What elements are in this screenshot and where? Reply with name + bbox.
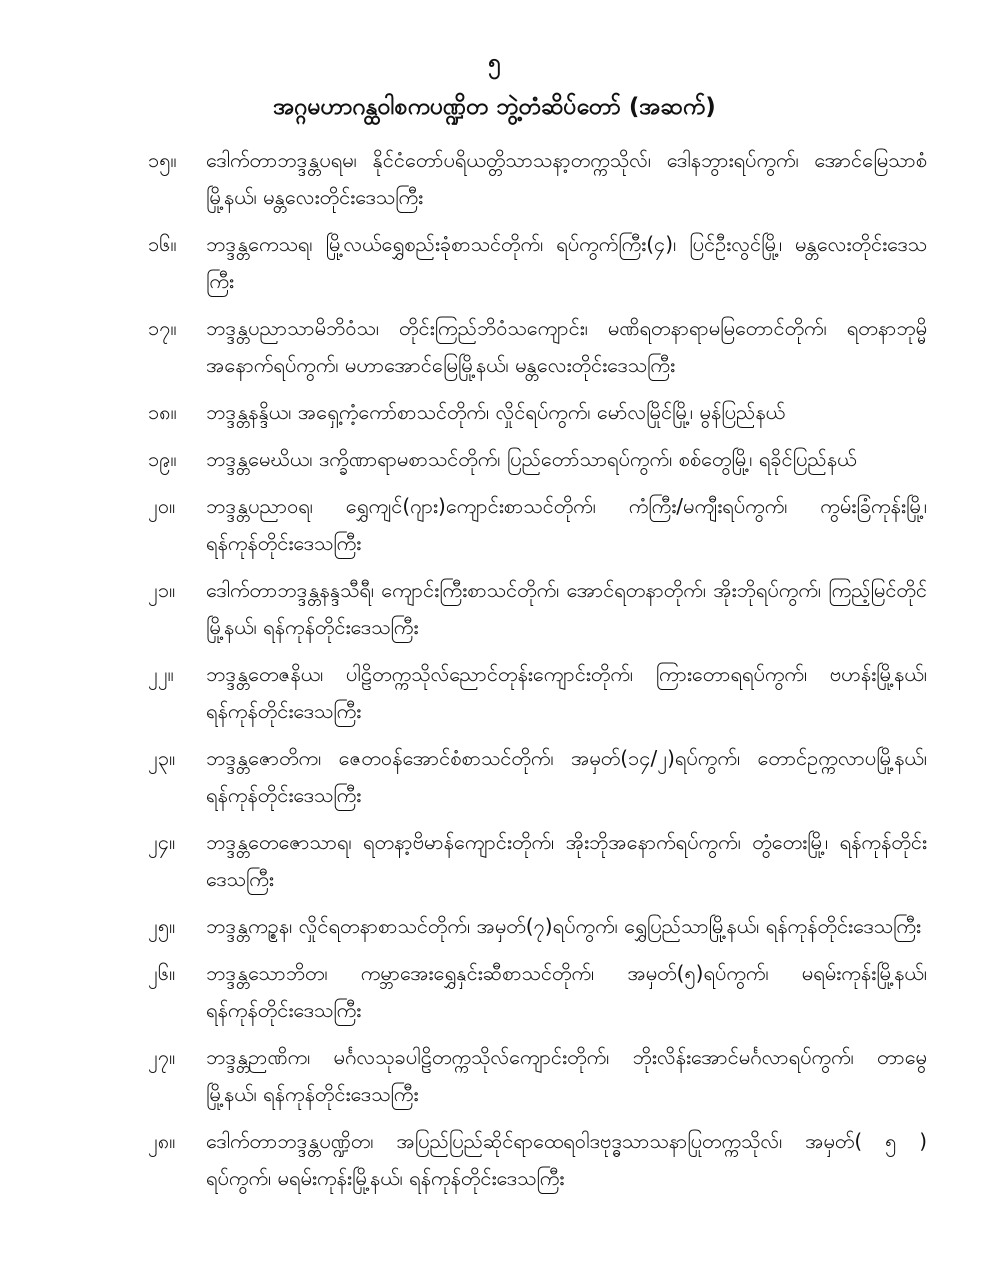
list-item [148, 908, 927, 945]
list-item [148, 441, 927, 478]
item-number: ၂၅။ [148, 914, 176, 938]
item-text: ဘဒ္ဒန္တတေဇနိယ၊ ပါဠိတက္ကသိုလ်ညောင်တုန်းကျောင်းတိုက်၊ ကြားတောရရပ်ကွက်၊ ဗဟန်းမြို့နယ်၊ ရန်ကုန်တိုင်းဒေသကြီး [206, 662, 927, 723]
list-item [148, 142, 927, 216]
list-item [148, 394, 927, 431]
item-text: ဘဒ္ဒန္တပညာဝရ၊ ရွှေကျင်(ဂျား)ကျောင်းစာသင်တိုက်၊ ကံကြီး/မကျီးရပ်ကွက်၊ ကွမ်းခြံကုန်းမြို့၊ ရန်ကုန်တိုင်းဒေသကြီး [206, 494, 927, 555]
item-number: ၂၄။ [148, 830, 176, 854]
item-text: ဘဒ္ဒန္တကေသရ၊ မြို့လယ်ရွှေစည်းခုံစာသင်တိုက်၊ ရပ်ကွက်ကြီး(၄)၊ ပြင်ဦးလွင်မြို့၊ မန္တလေးတိုင်းဒေသကြီး [206, 232, 927, 293]
item-text: ဒေါက်တာဘဒ္ဒန္တပဏ္ဍိတ၊ အပြည်ပြည်ဆိုင်ရာထေရဝါဒဗုဒ္ဓသာသနာပြုတက္ကသိုလ်၊ အမှတ်( ၅ ) ရပ်ကွက်၊ မရမ်းကုန်းမြို့နယ်၊ ရန်ကုန်တိုင်းဒေသကြီး [206, 1129, 927, 1190]
item-number: ၂၇။ [148, 1045, 176, 1069]
item-text: ဘဒ္ဒန္တကဉ္စန၊ လှိုင်ရတနာစာသင်တိုက်၊ အမှတ်(၇)ရပ်ကွက်၊ ရွှေပြည်သာမြို့နယ်၊ ရန်ကုန်တိုင်းဒေသကြီး [206, 914, 921, 938]
list-item [148, 488, 927, 562]
item-number: ၁၇။ [148, 316, 177, 340]
list-item [148, 824, 927, 898]
item-text: ဘဒ္ဒန္တဉာဏိက၊ မင်္ဂလသုခပါဠိတက္ကသိုလ်ကျောင်းတိုက်၊ ဘိုးလိန်းအောင်မင်္ဂလာရပ်ကွက်၊ တာမွေမြို့နယ်၊ ရန်ကုန်တိုင်းဒေသကြီး [206, 1045, 927, 1106]
item-number: ၁၈။ [148, 400, 177, 424]
item-number: ၁၅။ [148, 148, 177, 172]
item-text: ဘဒ္ဒန္တပညာသာမိဘိဝံသ၊ တိုင်းကြည်ဘိဝံသကျောင်း၊ မဏိရတနာရာမမြတောင်တိုက်၊ ရတနာဘုမ္မိအနောက်ရပ်ကွက်၊ မဟာအောင်မြေမြို့နယ်၊ မန္တလေးတိုင်းဒေသကြီး [206, 316, 927, 377]
list-item [148, 656, 927, 730]
item-number: ၂၁။ [148, 578, 176, 602]
item-text: ဘဒ္ဒန္တတေဇောသာရ၊ ရတနာ့ဗိမာန်ကျောင်းတိုက်၊ အိုးဘိုအနောက်ရပ်ကွက်၊ တွံတေးမြို့၊ ရန်ကုန်တိုင်းဒေသကြီး [206, 830, 927, 891]
item-number: ၂၈။ [148, 1129, 176, 1153]
list-item [148, 1039, 927, 1113]
list-item [148, 572, 927, 646]
item-text: ဒေါက်တာဘဒ္ဒန္တနန္ဒသီရီ၊ ကျောင်းကြီးစာသင်တိုက်၊ အောင်ရတနာတိုက်၊ အိုးဘိုရပ်ကွက်၊ ကြည့်မြင်တိုင်မြို့နယ်၊ ရန်ကုန်တိုင်းဒေသကြီး [206, 578, 927, 639]
list-item [148, 955, 927, 1029]
item-number: ၂၀။ [148, 494, 176, 518]
list-item [148, 740, 927, 814]
item-number: ၂၂။ [148, 662, 174, 686]
item-number: ၁၉။ [148, 447, 177, 471]
list-item [148, 310, 927, 384]
item-text: ဘဒ္ဒန္တဇောတိက၊ ဇေတဝန်အောင်စံစာသင်တိုက်၊ အမှတ်(၁၄/၂)ရပ်ကွက်၊ တောင်ဥက္ကလာပမြို့နယ်၊ ရန်ကုန်တိုင်းဒေသကြီး [206, 746, 927, 807]
item-number: ၁၆။ [148, 232, 177, 256]
item-text: ဘဒ္ဒန္တမေဃိယ၊ ဒက္ခိဏာရာမစာသင်တိုက်၊ ပြည်တော်သာရပ်ကွက်၊ စစ်တွေမြို့၊ ရခိုင်ပြည်နယ် [206, 447, 857, 471]
item-number: ၂၃။ [148, 746, 176, 770]
award-recipient-list [0, 142, 989, 1197]
list-item [148, 1123, 927, 1197]
item-text: ဒေါက်တာဘဒ္ဒန္တပရမ၊ နိုင်ငံတော်ပရိယတ္တိသာသနာ့တက္ကသိုလ်၊ ဒေါနဘွားရပ်ကွက်၊ အောင်မြေသာစံမြို့နယ်၊ မန္တလေးတိုင်းဒေသကြီး [206, 148, 927, 209]
item-text: ဘဒ္ဒန္တနန္ဒိယ၊ အရှေ့ကံ့ကော်စာသင်တိုက်၊ လှိုင်ရပ်ကွက်၊ မော်လမြိုင်မြို့၊ မွန်ပြည်နယ် [206, 400, 786, 424]
item-number: ၂၆။ [148, 961, 176, 985]
item-text: ဘဒ္ဒန္တသောဘိတ၊ ကမ္ဘာအေးရွှေနှင်းဆီစာသင်တိုက်၊ အမှတ်(၅)ရပ်ကွက်၊ မရမ်းကုန်းမြို့နယ်၊ ရန်ကုန်တိုင်းဒေသကြီး [206, 961, 927, 1022]
document-title: အဂ္ဂမဟာဂန္ထဝါစကပဏ္ဍိတ ဘွဲ့တံဆိပ်တော် (အဆက်) [273, 94, 716, 120]
list-item [148, 226, 927, 300]
page-number: ၅ [488, 50, 501, 75]
